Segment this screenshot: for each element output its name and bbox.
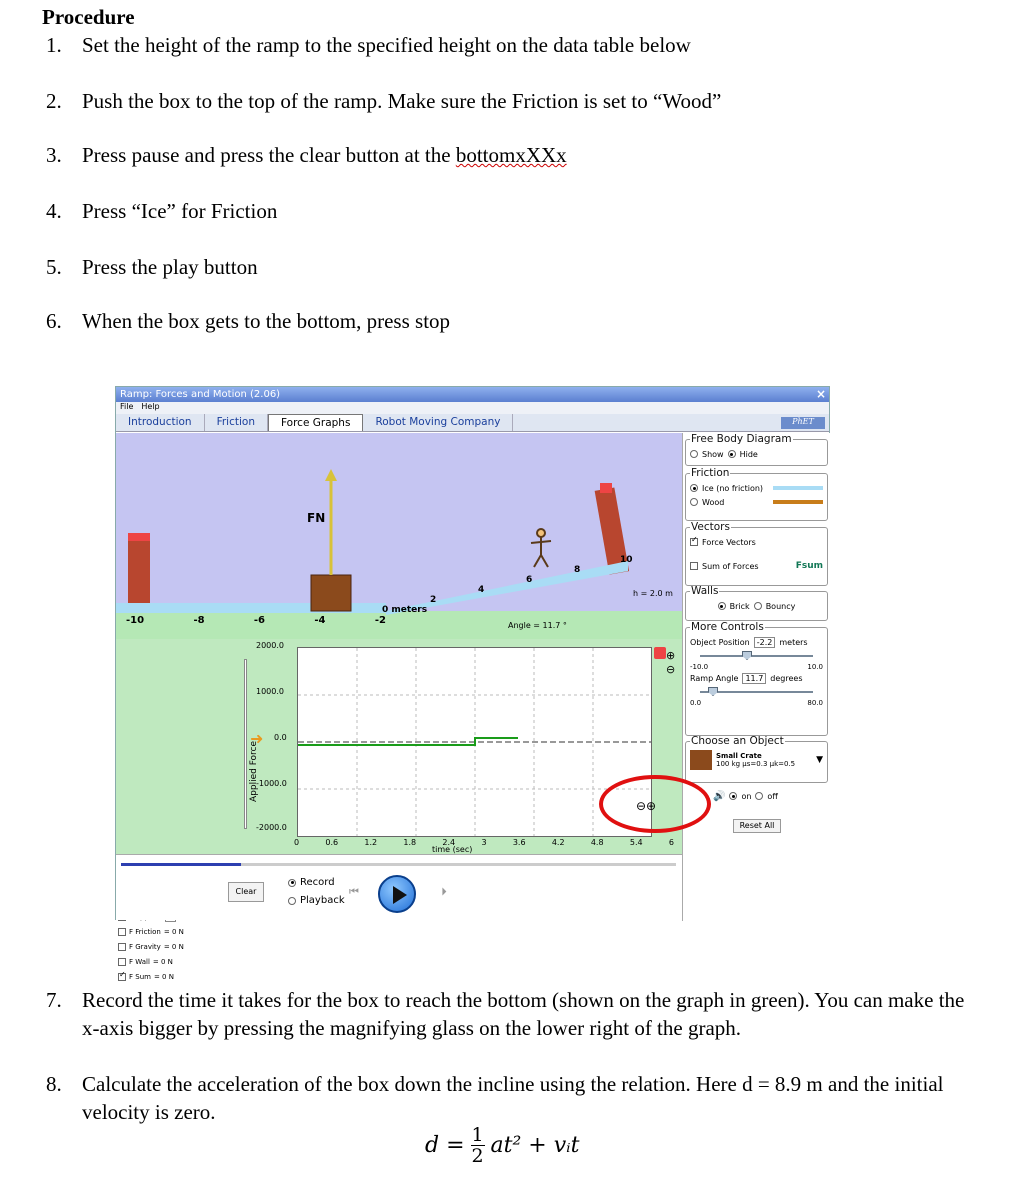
step-text: Set the height of the ramp to the specified height on the data table below [82,33,691,57]
x-tick: 5.4 [629,838,643,847]
sound-off-label: off [767,791,778,801]
x-tick: 0 [294,838,300,847]
kinematics-formula [425,1125,579,1166]
tick-label: 2 [430,595,437,605]
x-tick: 2.4 [442,838,456,847]
force-label: F Gravity [129,942,161,951]
object-specs: 100 kg μs=0.3 μk=0.5 [716,760,796,768]
more-controls-group [685,621,828,736]
ramp-scene [116,433,682,639]
force-vectors-checkbox[interactable] [690,538,698,546]
step-text: Push the box to the top of the ramp. Make sure the Friction is set to “Wood” [82,89,722,113]
x-tick: 6 [668,838,674,847]
origin-label: 0 meters [382,605,428,615]
wood-swatch [773,500,823,504]
sound-on-label: on [741,791,752,801]
sum-forces-checkbox[interactable] [690,562,698,570]
force-vectors-option[interactable] [690,535,823,549]
walls-title: Walls [691,585,719,597]
denominator: 2 [471,1145,484,1167]
sound-on-radio[interactable] [729,792,737,800]
more-controls-title: More Controls [691,621,764,633]
tick-label: -4 [314,615,326,626]
menu-file[interactable]: File [120,402,134,411]
fbd-hide-label: Hide [739,449,758,459]
object-position-label: Object Position [690,637,750,647]
right-wall-close-icon[interactable] [600,483,612,493]
tick-label: -8 [193,615,205,626]
y-tick: 0.0 [274,733,287,742]
tick-label: -6 [253,615,266,626]
range-min: 0.0 [690,699,702,707]
angle-label: Angle = 11.7 ° [508,621,567,630]
x-tick: 4.8 [590,838,604,847]
playback-radio[interactable] [288,897,296,905]
tick-label: 10 [620,555,633,565]
range-min: -10.0 [690,663,709,671]
x-axis-label: time (sec) [432,845,473,854]
step-forward-icon[interactable]: ⏵ [441,885,447,898]
tab-friction[interactable]: Friction [205,414,268,431]
left-brick-wall [128,533,150,611]
tab-introduction[interactable]: Introduction [116,414,205,431]
procedure-heading: Procedure [42,5,135,29]
y-tick: -1000.0 [256,779,287,788]
range-max: 10.0 [807,663,823,671]
force-row-gravity [118,939,230,954]
angle-unit: degrees [770,673,803,683]
record-option[interactable] [288,877,335,888]
playback-option[interactable] [288,895,345,906]
friction-title: Friction [691,467,730,479]
force-row-sum [118,969,230,984]
reset-all-button[interactable]: Reset All [733,819,781,833]
wall-checkbox[interactable] [118,958,126,966]
fbd-hide-radio[interactable] [728,450,736,458]
minimize-graph-button[interactable] [654,647,666,659]
range-max: 80.0 [807,699,823,707]
choose-object-title: Choose an Object [691,735,784,747]
sum-checkbox[interactable] [118,973,126,981]
angle-range [690,699,823,707]
timeline-progress [121,863,241,866]
step-5: 5. Press the play button [46,255,258,279]
step-text: Calculate the acceleration of the box down the incline using the relation. Here d = 8.9 m and the initial velocity is zero. [82,1072,944,1124]
step-text: When the box gets to the bottom, press stop [82,309,451,333]
fbd-show-radio[interactable] [690,450,698,458]
y-tick: -2000.0 [256,823,287,832]
step-text: Press “Ice” for Friction [82,199,278,223]
wood-option[interactable] [690,495,823,509]
fn-label: FN [307,511,326,525]
force-label: F Wall [129,957,150,966]
force-value: = 0 N [163,927,184,936]
step-text: Press pause and press the clear button at the [82,143,456,167]
control-panel [682,433,831,921]
force-value: = 0 N [153,972,174,981]
crate-thumbnail [690,750,712,770]
zoom-in-y-icon[interactable]: ⊕ [666,649,676,662]
choose-object-group [685,735,828,783]
x-tick: 1.2 [364,838,378,847]
phet-logo: PhET [781,417,825,429]
y-tick: 2000.0 [256,641,284,650]
zoom-x-icon[interactable]: ⊖⊕ [636,799,657,813]
menu-help[interactable]: Help [141,402,160,411]
brick-radio[interactable] [718,602,726,610]
crate[interactable] [311,575,351,611]
object-position-slider[interactable] [690,651,823,661]
bouncy-radio[interactable] [754,602,762,610]
ramp-simulation-window [115,386,830,981]
ramp-angle-label: Ramp Angle [690,673,739,683]
position-range [690,663,823,671]
bouncy-label: Bouncy [765,601,796,611]
tick-label: 6 [526,575,533,585]
walls-group [685,585,828,621]
height-label: h = 2.0 m [633,589,673,598]
fbd-group [685,433,828,466]
record-radio[interactable] [288,879,296,887]
stick-figure [531,529,551,567]
position-unit: meters [779,637,808,647]
friction-group [685,467,828,521]
step-6: 6. When the box gets to the bottom, press stop [46,309,451,333]
step-8: 8. Calculate the acceleration of the box down the incline using the relation. Here d = 8.9 m and the initial velocity is zero. [46,1070,986,1126]
vectors-title: Vectors [691,521,730,533]
y-tick: 1000.0 [256,687,284,696]
sum-forces-option[interactable] [690,559,823,573]
step-1: 1. Set the height of the ramp to the specified height on the data table below [46,33,691,57]
ramp-angle-row [690,671,823,685]
sum-forces-label: Sum of Forces [702,561,759,571]
chevron-down-icon[interactable]: ▼ [816,755,823,765]
ramp-angle-input[interactable]: 11.7 [742,673,766,684]
force-row-wall [118,954,230,969]
step-4: 4. Press “Ice” for Friction [46,199,278,223]
step-2: 2. Push the box to the top of the ramp. Make sure the Friction is set to “Wood” [46,89,722,113]
friction-checkbox[interactable] [118,928,126,936]
playback-controls [116,854,682,920]
play-button[interactable] [378,875,416,913]
object-position-input[interactable]: -2.2 [754,637,776,648]
close-icon[interactable]: × [815,387,826,401]
step-3: 3. Press pause and press the clear button at the bottomxXXx [46,143,567,167]
ice-option[interactable] [690,481,823,495]
ice-radio[interactable] [690,484,698,492]
wood-label: Wood [702,497,725,507]
walls-options [690,599,823,613]
floor-ticks [126,615,386,626]
tab-robot-moving-company[interactable]: Robot Moving Company [363,414,513,431]
object-select[interactable] [690,749,823,771]
force-label: F Sum [129,972,151,981]
fbd-show-label: Show [702,449,724,459]
x-tick: 3.6 [512,838,526,847]
object-name: Small Crate [716,752,762,760]
fraction [471,1125,485,1166]
speaker-icon: 🔊 [713,790,726,802]
tick-label: 8 [574,565,581,575]
gravity-checkbox[interactable] [118,943,126,951]
ice-swatch [773,486,823,490]
record-label: Record [300,877,335,888]
numerator: 1 [471,1124,484,1146]
x-tick: 3 [481,838,487,847]
x-tick: 0.6 [325,838,339,847]
force-label: F Friction [129,927,161,936]
plot-drawing [298,648,651,836]
tick-label: 4 [478,585,485,595]
force-vectors-label: Force Vectors [702,537,756,547]
ramp-angle-slider[interactable] [690,687,823,697]
step-7: 7. Record the time it takes for the box to reach the bottom (shown on the graph in green). You can make the x-axis bigger by pressing the magnifying glass on the lower right of the graph. [46,986,986,1042]
applied-force-axis-label: Applied Force [249,740,259,802]
tab-force-graphs[interactable]: Force Graphs [268,414,363,431]
formula-lhs: d = [425,1133,465,1158]
object-position-row [690,635,823,649]
step-text: Press the play button [82,255,258,279]
x-ticks [294,838,674,847]
normal-force-arrowhead [325,469,337,481]
x-tick: 1.8 [403,838,417,847]
applied-force-slider[interactable] [244,659,247,829]
sound-off-radio[interactable] [755,792,763,800]
ice-label: Ice (no friction) [702,483,764,493]
force-value: = 0 N [152,957,173,966]
playback-label: Playback [300,895,345,906]
force-row-friction [118,924,230,939]
misspelled-word: bottomxXXx [455,143,567,167]
menubar [116,402,829,414]
sound-row [713,789,778,803]
tab-bar [116,414,829,432]
applied-force-handle-icon[interactable]: ➜ [250,729,264,748]
fbd-options [690,447,823,461]
window-title: Ramp: Forces and Motion (2.06) [120,389,281,400]
fsum-label: Fsum [795,561,823,571]
clear-button[interactable]: Clear [228,882,264,902]
tick-label: -10 [126,615,145,626]
window-titlebar [116,387,829,402]
wood-radio[interactable] [690,498,698,506]
step-text: Record the time it takes for the box to reach the bottom (shown on the graph in green). You can make the x-axis bigger by pressing the magnifying glass on the lower right of the graph. [82,988,965,1040]
formula-rhs: at² + vᵢt [490,1133,580,1158]
fbd-title: Free Body Diagram [691,433,792,445]
vectors-group [685,521,828,586]
rewind-icon[interactable]: ⏮ [349,885,359,898]
tick-label: -2 [374,615,386,626]
zoom-out-y-icon[interactable]: ⊖ [666,663,676,676]
force-value: = 0 N [163,942,184,951]
left-wall-close-icon[interactable] [128,533,150,541]
brick-label: Brick [729,601,750,611]
x-tick: 4.2 [551,838,565,847]
highlight-circle [599,775,711,833]
